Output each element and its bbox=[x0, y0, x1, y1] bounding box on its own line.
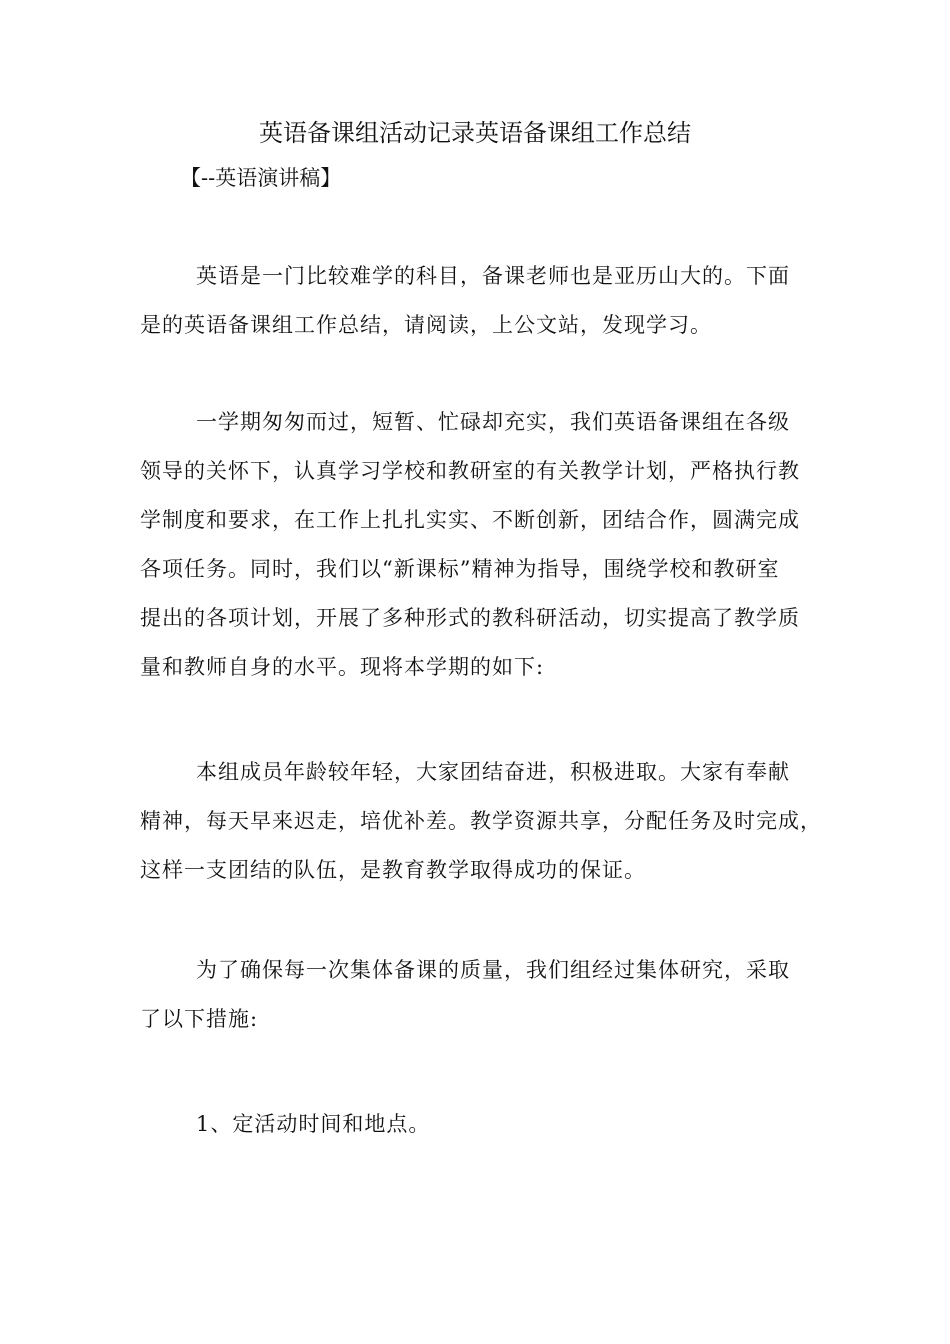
paragraph-line: 精神，每天早来迟走，培优补差。教学资源共享，分配任务及时完成， bbox=[140, 809, 822, 833]
paragraph-line: 这样一支团结的队伍，是教育教学取得成功的保证。 bbox=[140, 858, 646, 882]
paragraph-line: 各项任务。同时，我们以“新课标”精神为指导，围绕学校和教研室 bbox=[140, 557, 780, 581]
paragraph-measures bbox=[140, 946, 840, 1044]
paragraph-summary bbox=[140, 398, 840, 692]
paragraph-item-1 bbox=[140, 1100, 840, 1149]
paragraph-line: 本组成员年龄较年轻，大家团结奋进，积极进取。大家有奉献 bbox=[196, 760, 790, 784]
document-subtitle: 【--英语演讲稿】 bbox=[180, 166, 342, 190]
paragraph-team bbox=[140, 748, 840, 895]
paragraph-line: 英语是一门比较难学的科目，备课老师也是亚历山大的。下面 bbox=[196, 264, 790, 288]
paragraph-line: 为了确保每一次集体备课的质量，我们组经过集体研究，采取 bbox=[196, 958, 790, 982]
paragraph-line: 量和教师自身的水平。现将本学期的如下: bbox=[140, 655, 545, 679]
paragraph-line: 一学期匆匆而过，短暂、忙碌却充实，我们英语备课组在各级 bbox=[196, 410, 790, 434]
paragraph-line: 领导的关怀下，认真学习学校和教研室的有关教学计划，严格执行教 bbox=[140, 459, 800, 483]
paragraph-line: 提出的各项计划，开展了多种形式的教科研活动，切实提高了教学质 bbox=[140, 606, 800, 630]
paragraph-line: 是的英语备课组工作总结，请阅读，上公文站，发现学习。 bbox=[140, 313, 712, 337]
document-title: 英语备课组活动记录英语备课组工作总结 bbox=[259, 119, 691, 147]
paragraph-intro bbox=[140, 252, 840, 350]
paragraph-line: 1、定活动时间和地点。 bbox=[196, 1112, 431, 1136]
paragraph-line: 学制度和要求，在工作上扎扎实实、不断创新，团结合作，圆满完成 bbox=[140, 508, 800, 532]
paragraph-line: 了以下措施: bbox=[140, 1007, 259, 1031]
